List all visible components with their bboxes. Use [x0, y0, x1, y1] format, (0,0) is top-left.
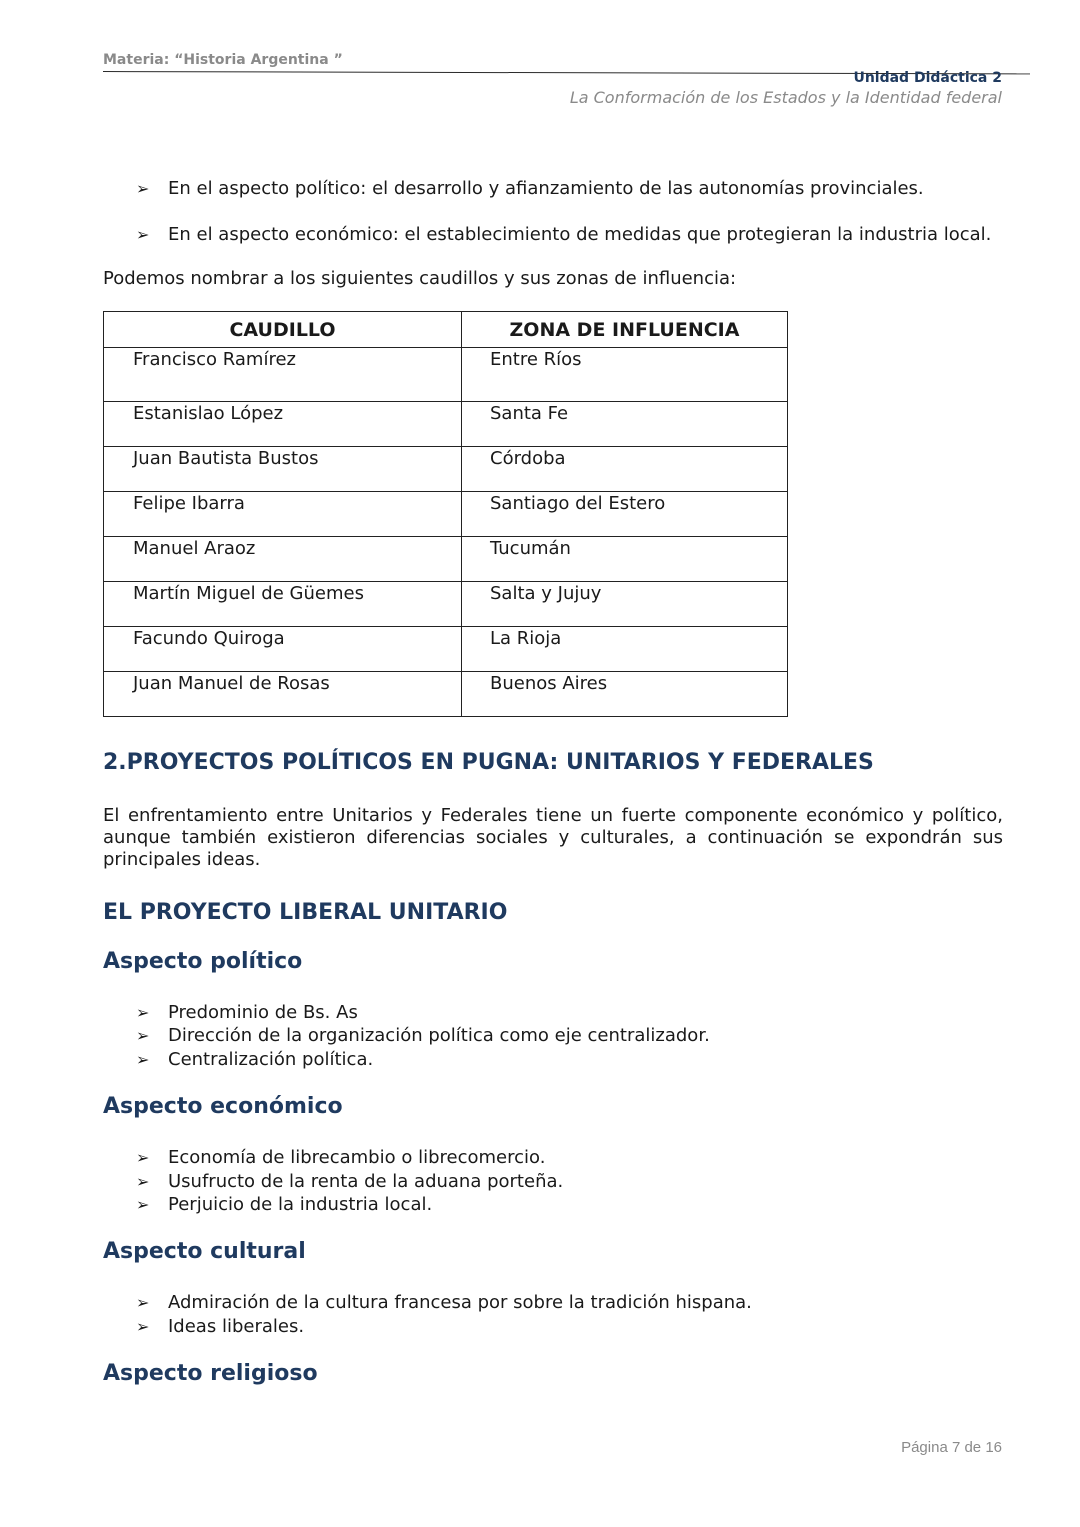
aspect-heading-religioso: Aspecto religioso — [103, 1361, 318, 1386]
table-row — [104, 582, 788, 627]
list-item — [136, 1316, 304, 1338]
arrow-bullet-icon: ➢ — [136, 1293, 150, 1312]
zona-cell: Santa Fe — [462, 402, 788, 447]
list-item-text: En el aspecto económico: el establecimiento de medidas que protegieran la industria local. — [168, 224, 992, 245]
caudillo-cell: Estanislao López — [104, 402, 462, 447]
header-materia: Materia: “Historia Argentina ” — [103, 52, 343, 68]
zona-cell: Entre Ríos — [462, 348, 788, 402]
caudillo-cell: Juan Bautista Bustos — [104, 447, 462, 492]
list-item-text: Predominio de Bs. As — [168, 1002, 358, 1023]
list-item — [136, 1049, 373, 1071]
table-row — [104, 348, 788, 402]
header-unidad: Unidad Didáctica 2 — [853, 70, 1002, 86]
page-number: Página 7 de 16 — [901, 1439, 1002, 1456]
list-item-text: Dirección de la organización política como eje centralizador. — [168, 1025, 710, 1046]
list-item-text: Centralización política. — [168, 1049, 374, 1070]
list-item — [136, 178, 924, 200]
arrow-bullet-icon: ➢ — [136, 1172, 150, 1191]
list-item — [136, 224, 991, 246]
arrow-bullet-icon: ➢ — [136, 179, 150, 198]
list-item-text: Usufructo de la renta de la aduana porteña. — [168, 1171, 564, 1192]
list-item-text: Perjuicio de la industria local. — [168, 1194, 433, 1215]
caudillo-cell: Felipe Ibarra — [104, 492, 462, 537]
list-item — [136, 1194, 432, 1216]
subsection-title: EL PROYECTO LIBERAL UNITARIO — [103, 900, 508, 925]
caudillo-cell: Martín Miguel de Güemes — [104, 582, 462, 627]
table-row — [104, 492, 788, 537]
header-subtitle: La Conformación de los Estados y la Identidad federal — [569, 88, 1002, 107]
list-item — [136, 1292, 752, 1314]
table-row — [104, 447, 788, 492]
column-header-caudillo: CAUDILLO — [104, 312, 462, 348]
list-item-text: Ideas liberales. — [168, 1316, 305, 1337]
caudillos-table — [103, 311, 788, 717]
caudillo-cell: Manuel Araoz — [104, 537, 462, 582]
arrow-bullet-icon: ➢ — [136, 1317, 150, 1336]
table-intro: Podemos nombrar a los siguientes caudillos y sus zonas de influencia: — [103, 268, 737, 289]
caudillo-cell: Facundo Quiroga — [104, 627, 462, 672]
arrow-bullet-icon: ➢ — [136, 1148, 150, 1167]
aspect-heading-cultural: Aspecto cultural — [103, 1239, 306, 1264]
aspect-heading-politico: Aspecto político — [103, 949, 303, 974]
list-item — [136, 1002, 358, 1024]
arrow-bullet-icon: ➢ — [136, 1003, 150, 1022]
zona-cell: Córdoba — [462, 447, 788, 492]
arrow-bullet-icon: ➢ — [136, 1026, 150, 1045]
zona-cell: Buenos Aires — [462, 672, 788, 717]
caudillo-cell: Francisco Ramírez — [104, 348, 462, 402]
list-item — [136, 1025, 710, 1047]
section-title: 2.PROYECTOS POLÍTICOS EN PUGNA: UNITARIOS Y FEDERALES — [103, 750, 874, 775]
list-item-text: Economía de librecambio o librecomercio. — [168, 1147, 546, 1168]
list-item — [136, 1171, 563, 1193]
list-item-text: En el aspecto político: el desarrollo y afianzamiento de las autonomías provinciales. — [168, 178, 924, 199]
zona-cell: Tucumán — [462, 537, 788, 582]
list-item-text: Admiración de la cultura francesa por sobre la tradición hispana. — [168, 1292, 752, 1313]
table-row — [104, 402, 788, 447]
aspect-heading-economico: Aspecto económico — [103, 1094, 343, 1119]
table-row — [104, 627, 788, 672]
caudillo-cell: Juan Manuel de Rosas — [104, 672, 462, 717]
table-row — [104, 537, 788, 582]
list-item — [136, 1147, 545, 1169]
arrow-bullet-icon: ➢ — [136, 1050, 150, 1069]
zona-cell: Salta y Jujuy — [462, 582, 788, 627]
table-row — [104, 672, 788, 717]
column-header-zona: ZONA DE INFLUENCIA — [462, 312, 788, 348]
table-header-row — [104, 312, 788, 348]
zona-cell: Santiago del Estero — [462, 492, 788, 537]
section-paragraph: El enfrentamiento entre Unitarios y Federales tiene un fuerte componente económico y político, aunque también existieron diferencias sociales y culturales, a continuación se expondrán sus principales ideas. — [103, 805, 1003, 870]
zona-cell: La Rioja — [462, 627, 788, 672]
arrow-bullet-icon: ➢ — [136, 1195, 150, 1214]
arrow-bullet-icon: ➢ — [136, 225, 150, 244]
